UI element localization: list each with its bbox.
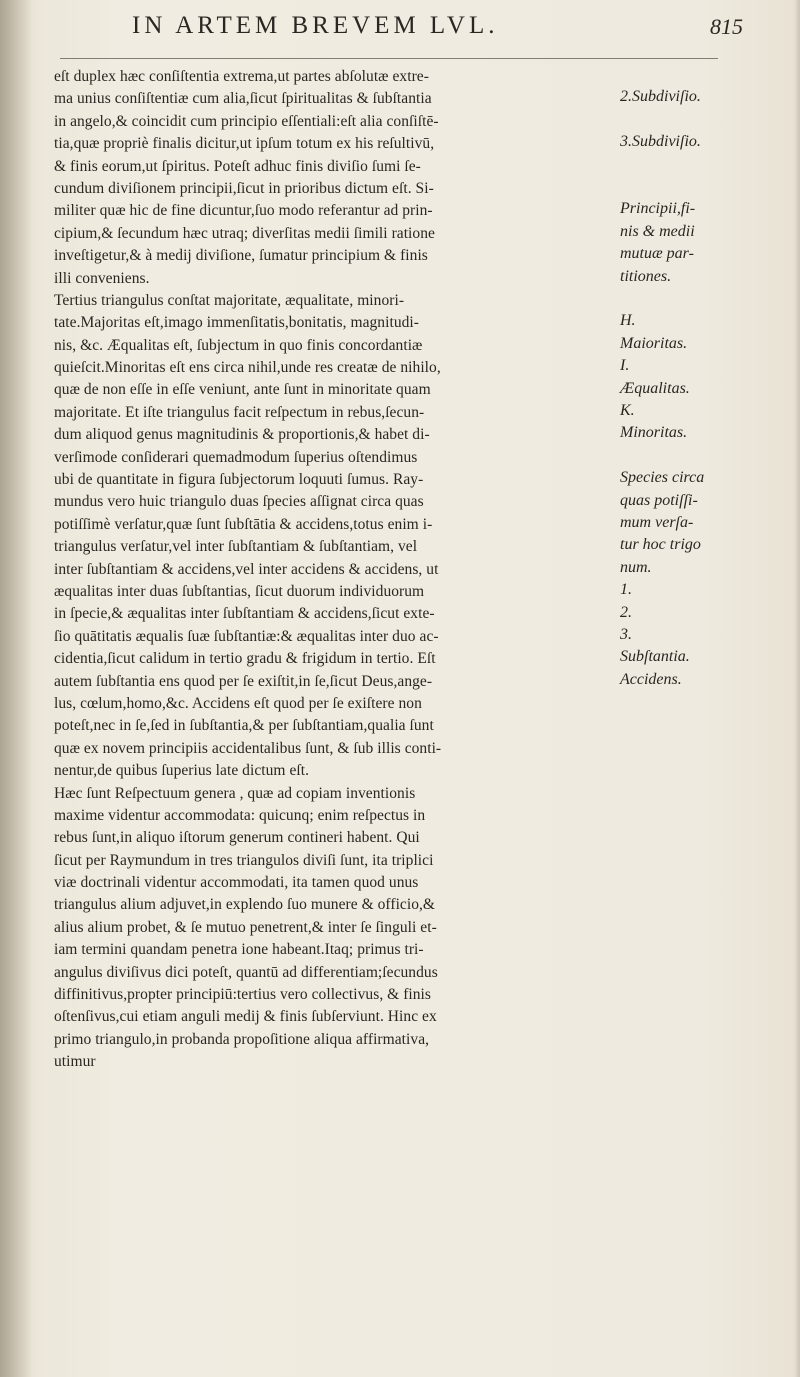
text-line: illi conveniens. [54,269,150,287]
text-line: autem ſubſtantia ens quod per ſe exiſtit,in ſe,ſicut Deus,ange- [54,672,433,690]
text-line: ubi de quantitate in figura ſubjectorum loquuti ſumus. Ray- [54,471,424,489]
text-line: inveſtigetur,& à medij diviſione, ſumatur principium & finis [54,247,428,265]
text-line: viæ doctrinali videntur accommodati, ita tamen quod unus [54,874,419,892]
text-line: triangulus alium adjuvet,in explendo ſuo munere & officio,& [54,896,436,914]
text-line: angulus diviſivus dici poteſt, quantū ad differentiam;ſecundus [54,963,438,981]
margin-note: 3. [620,626,632,643]
text-line: verſimode conſiderari quemadmodum ſuperius oſtendimus [54,448,418,466]
text-line: diffinitivus,propter principiū:tertius vero collectivus, & finis [54,986,432,1004]
text-line: militer quæ hic de fine dicuntur,ſuo modo referantur ad prin- [54,202,433,220]
margin-note: 2. [620,603,632,621]
text-line: cipium,& ſecundum hæc utraq; diverſitas medii ſimili ratione [54,224,435,242]
margin-note: mutuæ par- [620,245,694,263]
text-line: ſicut per Raymundum in tres triangulos diviſi ſunt, ita triplici [54,851,434,869]
text-line: inter ſubſtantiam & accidens,vel inter accidens & accidens, ut [54,560,439,578]
margin-note: H. [620,312,636,330]
text-line: poteſt,nec in ſe,ſed in ſubſtantia,& per ſubſtantiam,qualia ſunt [54,717,434,735]
running-head: IN ARTEM BREVEM LVL. [132,12,499,39]
text-line: in angelo,& coincidit cum principio eſſentiali:eſt alia conſiſtē- [54,112,439,130]
margin-note: tur hoc trigo [620,536,701,554]
text-line: mundus vero huic triangulo duas ſpecies aſſignat circa quas [54,493,424,511]
text-line: primo triangulo,in probanda propoſitione aliqua affirmativa, [54,1030,430,1048]
text-line: utimur [54,1053,96,1071]
page-header [0,6,800,50]
text-line: ſio quātitatis æqualis ſuæ ſubſtantiæ:& æqualitas inter duo ac- [54,627,439,645]
header-rule [60,58,718,59]
text-line: Hæc ſunt Reſpectuum genera , quæ ad copiam inventionis [54,784,416,802]
margin-note: Species circa [620,469,705,487]
gutter-shadow [0,0,32,1377]
text-line: tate.Majoritas eſt,imago immenſitatis,bonitatis, magnitudi- [54,314,419,332]
text-line: eſt duplex hæc conſiſtentia extrema,ut partes abſolutæ extre- [54,68,429,85]
text-line: in ſpecie,& æqualitas inter ſubſtantiam & accidens,ſicut exte- [54,605,435,623]
page-edge [794,0,800,1377]
text-line: alius alium probet, & ſe mutuo penetrent,& inter ſe ſinguli et- [54,918,437,936]
text-line: rebus ſunt,in aliquo iſtorum generum contineri habent. Qui [54,829,420,847]
text-line: lus, cœlum,homo,&c. Accidens eſt quod per ſe exiſtere non [54,694,422,712]
margin-note: 3.Subdiviſio. [620,133,701,151]
text-line: æqualitas inter duas ſubſtantias, ſicut duorum individuorum [54,582,425,600]
text-line: cundum diviſionem principii,ſicut in prioribus dictum eſt. Si- [54,179,434,197]
margin-note: num. [620,558,652,576]
text-line: quieſcit.Minoritas eſt ens circa nihil,unde res creatæ de nihilo, [54,359,441,377]
margin-note: quas potiſſi- [620,491,698,509]
text-line: & finis eorum,ut ſpiritus. Poteſt adhuc finis diviſio ſumi ſe- [54,157,421,175]
margin-note: I. [620,357,630,375]
text-line: quæ de non eſſe in eſſe veniunt, ante ſunt in minoritate quam [54,381,431,399]
margin-note: nis & medii [620,222,695,240]
text-line: dum aliquod genus magnitudinis & proportionis,& habet di- [54,426,430,444]
text-line: iam termini quandam penetra ione habeant.Itaq; primus tri- [54,941,424,959]
margin-note: Accidens. [620,670,682,688]
text-line: triangulus verſatur,vel inter ſubſtantiam & ſubſtantiam, vel [54,538,418,556]
margin-note: Principii,fi- [620,200,696,218]
margin-note: Æqualitas. [620,379,690,397]
text-line: oſtenſivus,cui etiam anguli medij & finis ſubſerviunt. Hinc ex [54,1008,437,1026]
margin-note: Subſtantia. [620,648,690,666]
margin-note: titiones. [620,267,672,285]
margin-note: K. [620,402,635,419]
margin-note: 2.Subdiviſio. [620,88,701,106]
text-line: nis, &c. Æqualitas eſt, ſubjectum in quo finis concordantiæ [54,336,423,354]
text-line: tia,quæ propriè finalis dicitur,ut ipſum totum ex his reſultivū, [54,135,435,153]
margin-note: 1. [620,581,632,599]
margin-note: mum verſa- [620,514,694,531]
text-line: majoritate. Et iſte triangulus facit reſpectum in rebus,ſecun- [54,403,425,421]
text-line: cidentia,ſicut calidum in tertio gradu & frigidum in tertio. Eſt [54,650,436,668]
page-number: 815 [710,14,743,39]
text-line: ma unius conſiſtentiæ cum alia,ſicut ſpiritualitas & ſubſtantia [54,90,432,108]
main-text-column [54,66,614,1074]
text-line: maxime videntur accommodata: quicunq; enim reſpectus in [54,806,426,824]
text-line: quæ ex novem principiis accidentalibus ſunt, & ſub illis conti- [54,739,442,757]
text-line: potiſſimè verſatur,quæ ſunt ſubſtātia & accidens,totus enim i- [54,515,433,533]
text-line: Tertius triangulus conſtat majoritate, æqualitate, minori- [54,291,405,309]
text-line: nentur,de quibus ſuperius late dictum eſt. [54,762,310,780]
margin-note: Minoritas. [620,424,688,442]
margin-note: Maioritas. [620,334,688,352]
